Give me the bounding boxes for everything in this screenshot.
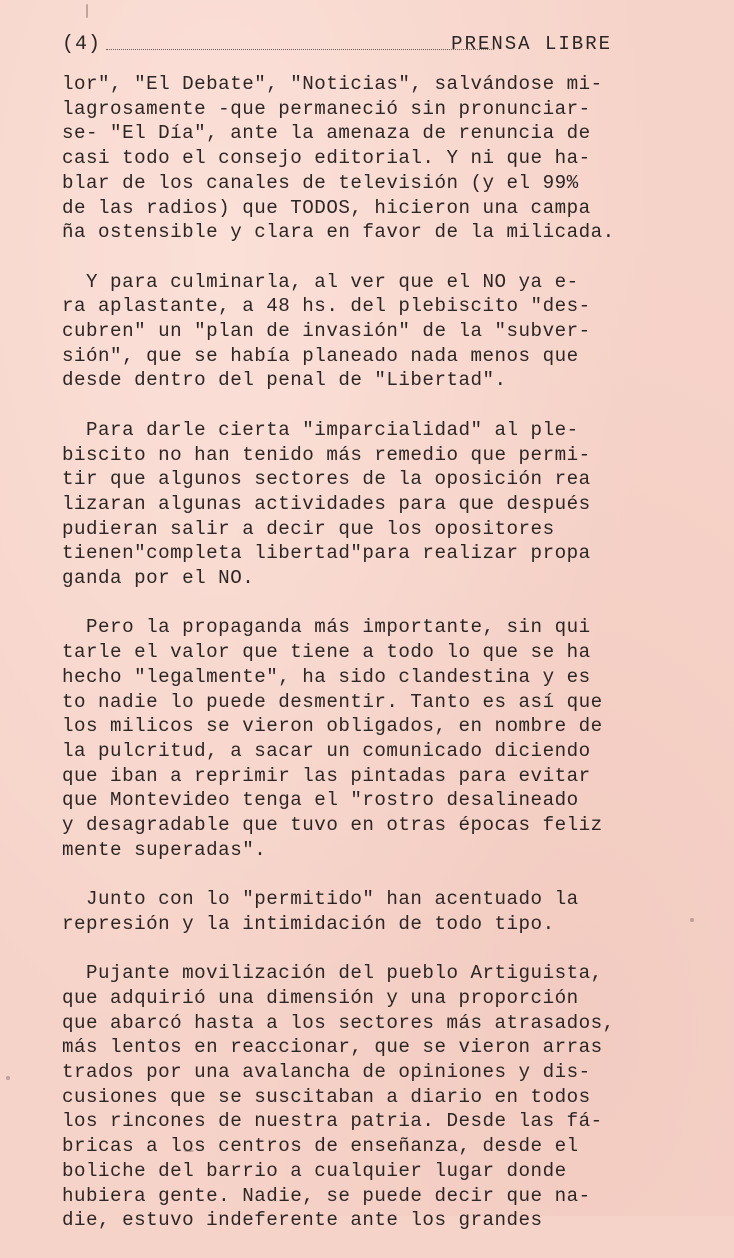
text-line: Pujante movilización del pueblo Artiguista, bbox=[62, 962, 603, 985]
text-line: que iban a reprimir las pintadas para evitar bbox=[62, 764, 591, 787]
article-body bbox=[62, 72, 682, 1258]
header-dotted-rule bbox=[106, 49, 494, 50]
text-line: que Montevideo tenga el "rostro desalineado bbox=[62, 789, 579, 812]
paper-smudge bbox=[690, 918, 694, 922]
text-line: Para darle cierta "imparcialidad" al ple- bbox=[62, 418, 579, 441]
text-line: boliche del barrio a cualquier lugar donde bbox=[62, 1159, 567, 1182]
text-line: lizaran algunas actividades para que después bbox=[62, 492, 591, 515]
publication-title: PRENSA LIBRE bbox=[451, 33, 612, 55]
paper-smudge bbox=[86, 4, 88, 18]
text-line: ña ostensible y clara en favor de la milicada. bbox=[62, 221, 615, 244]
paragraph bbox=[62, 961, 682, 1233]
text-line: la pulcritud, a sacar un comunicado diciendo bbox=[62, 739, 591, 762]
text-line: y desagradable que tuvo en otras épocas feliz bbox=[62, 814, 603, 837]
text-line: cusiones que se suscitaban a diario en todos bbox=[62, 1085, 591, 1108]
text-line: los milicos se vieron obligados, en nombre de bbox=[62, 715, 603, 738]
text-line: los rincones de nuestra patria. Desde las fá- bbox=[62, 1110, 603, 1133]
page-number: (4) bbox=[62, 33, 102, 56]
text-line: Pero la propaganda más importante, sin qui bbox=[62, 616, 591, 639]
text-line: casi todo el consejo editorial. Y ni que ha- bbox=[62, 147, 591, 170]
paragraph bbox=[62, 418, 682, 591]
text-line: represión y la intimidación de todo tipo. bbox=[62, 912, 555, 935]
paragraph bbox=[62, 270, 682, 394]
text-line: más lentos en reaccionar, que se vieron arras bbox=[62, 1036, 603, 1059]
text-line: de las radios) que TODOS, hicieron una campa bbox=[62, 196, 591, 219]
text-line: to nadie lo puede desmentir. Tanto es así que bbox=[62, 690, 603, 713]
text-line: Y para culminarla, al ver que el NO ya e- bbox=[62, 270, 579, 293]
text-line: blar de los canales de televisión (y el 99% bbox=[62, 171, 579, 194]
page-header bbox=[62, 33, 662, 59]
text-line: biscito no han tenido más remedio que permi- bbox=[62, 443, 591, 466]
text-line: tarle el valor que tiene a todo lo que se ha bbox=[62, 641, 591, 664]
text-line: tir que algunos sectores de la oposición rea bbox=[62, 468, 591, 491]
paragraph bbox=[62, 887, 682, 936]
text-line: se- "El Día", ante la amenaza de renuncia de bbox=[62, 122, 591, 145]
text-line: desde dentro del penal de "Libertad". bbox=[62, 369, 507, 392]
text-line: tienen"completa libertad"para realizar propa bbox=[62, 542, 591, 565]
text-line: mente superadas". bbox=[62, 838, 267, 861]
text-line: hubiera gente. Nadie, se puede decir que na- bbox=[62, 1184, 591, 1207]
text-line: Junto con lo "permitido" han acentuado la bbox=[62, 888, 579, 911]
text-line: que adquirió una dimensión y una proporción bbox=[62, 986, 579, 1009]
text-line: trados por una avalancha de opiniones y dis- bbox=[62, 1061, 591, 1084]
text-line: ra aplastante, a 48 hs. del plebiscito "des- bbox=[62, 295, 591, 318]
text-line: sión", que se había planeado nada menos que bbox=[62, 344, 579, 367]
paper-smudge bbox=[184, 1150, 194, 1152]
text-line: bricas a los centros de enseñanza, desde el bbox=[62, 1135, 579, 1158]
text-line: que abarcó hasta a los sectores más atrasados, bbox=[62, 1011, 615, 1034]
text-line: pudieran salir a decir que los opositores bbox=[62, 517, 555, 540]
paper-smudge bbox=[6, 1076, 10, 1080]
text-line: die, estuvo indeferente ante los grandes bbox=[62, 1209, 543, 1232]
text-line: cubren" un "plan de invasión" de la "subver- bbox=[62, 320, 591, 343]
text-line: hecho "legalmente", ha sido clandestina y es bbox=[62, 665, 591, 688]
text-line: lagrosamente -que permaneció sin pronunciar- bbox=[62, 97, 591, 120]
text-line: ganda por el NO. bbox=[62, 567, 255, 590]
paragraph bbox=[62, 72, 682, 245]
text-line: lor", "El Debate", "Noticias", salvándose mi- bbox=[62, 73, 603, 95]
paragraph bbox=[62, 615, 682, 862]
